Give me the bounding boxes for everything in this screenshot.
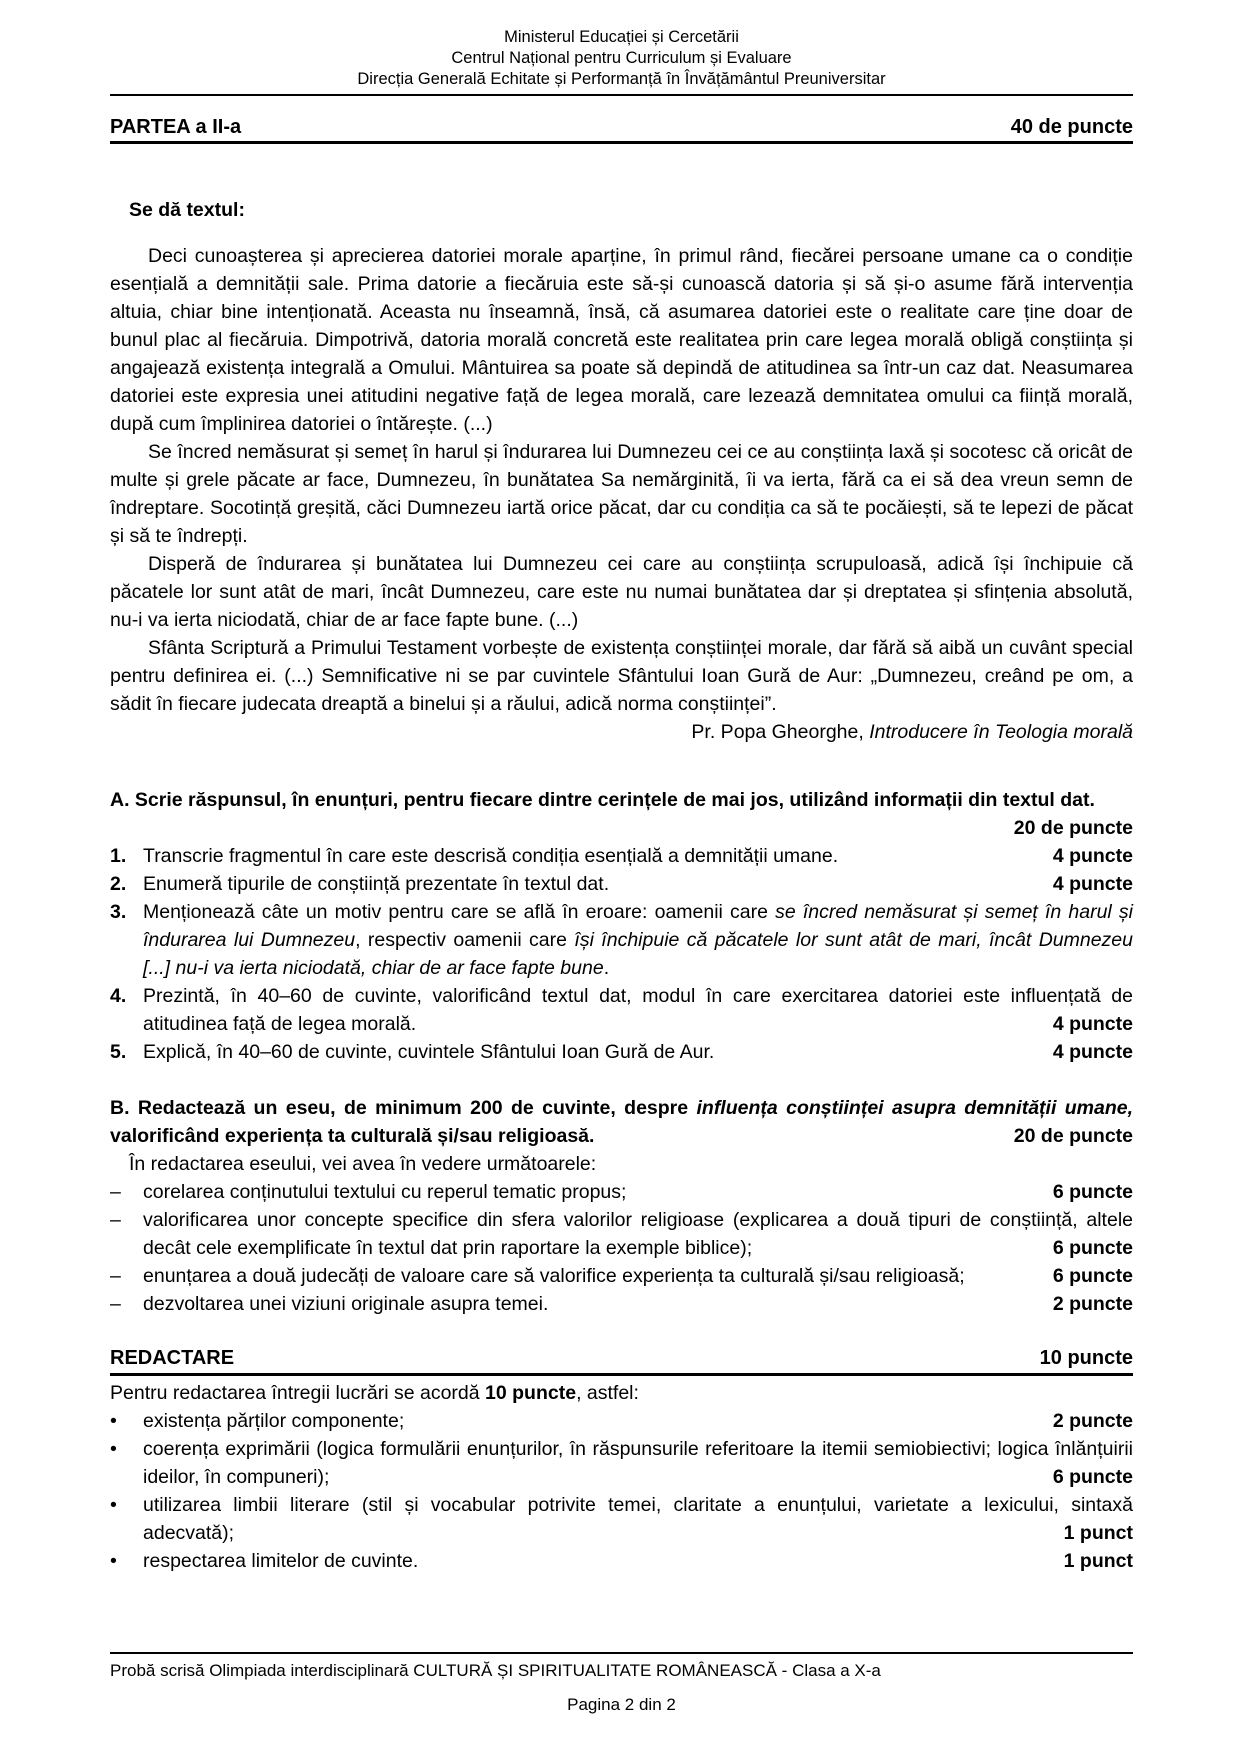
- criterion-item-4-dash: –: [110, 1293, 121, 1315]
- section-a-heading: [110, 786, 1133, 842]
- task-item-1-number: 1.: [110, 845, 127, 867]
- part-title-row: [110, 115, 1133, 144]
- section-b-intro: În redactarea eseului, vei avea în vedere următoarele:: [129, 1153, 597, 1175]
- task-item-1-points: 4 puncte: [1052, 845, 1133, 867]
- redactare-item-2-text: coerența exprimării (logica formulării enunțurilor, în răspunsurile referitoare la itemii semiobiectivi; logica înlănțuirii ideilor, în compuneri);: [143, 1438, 1133, 1488]
- section-a-points: 20 de puncte: [1013, 817, 1133, 839]
- header-line-direction: Direcția Generală Echitate și Performanță în Învățământul Preuniversitar: [357, 70, 886, 88]
- section-b-points: 20 de puncte: [1013, 1125, 1133, 1147]
- footer-page-number: Pagina 2 din 2: [567, 1695, 676, 1714]
- part-points: 40 de puncte: [1010, 116, 1133, 138]
- task-item-2-text: Enumeră tipurile de conștiință prezentate în textul dat.: [143, 873, 610, 895]
- criterion-item-2-text: valorificarea unor concepte specifice din sfera valorilor religioase (explicarea a două tipuri de conștiință, altele decât cele exemplificate în textul dat prin raportare la exemple biblice);: [143, 1209, 1133, 1259]
- task-item-4-points: 4 puncte: [1052, 1013, 1133, 1035]
- text-attribution: [110, 718, 1133, 746]
- criterion-item-1-text: corelarea conținutului textului cu reperul tematic propus;: [143, 1181, 627, 1203]
- redactare-item-3-text: utilizarea limbii literare (stil și vocabular potrivite temei, claritate a enunțului, varietate a lexicului, sintaxă adecvată);: [143, 1494, 1133, 1544]
- redactare-title-row: [110, 1346, 1133, 1376]
- section-a-heading-text: A. Scrie răspunsul, în enunțuri, pentru fiecare dintre cerințele de mai jos, utilizând informații din textul dat.: [110, 789, 1095, 811]
- source-paragraph-3: Disperă de îndurarea și bunătatea lui Dumnezeu cei care au conștiința scrupuloasă, adică își închipuie că păcatele lor sunt atât de mari, încât Dumnezeu, care este nu numai bunătatea dar și dreptatea și sfințenia absolută, nu-i va ierta niciodată, chiar de ar face fapte bune. (...): [110, 553, 1133, 631]
- task-item-5-points: 4 puncte: [1052, 1041, 1133, 1063]
- criterion-item-2-dash: –: [110, 1209, 121, 1231]
- redactare-item-4-bullet: •: [110, 1550, 117, 1572]
- criterion-item-4-points: 2 puncte: [1052, 1293, 1133, 1315]
- redactare-item-1-text: existența părților componente;: [143, 1410, 405, 1432]
- redactare-item-2: [110, 1435, 1133, 1491]
- task-item-2-number: 2.: [110, 873, 127, 895]
- task-item-4: [110, 982, 1133, 1038]
- criterion-item-3: [110, 1262, 1133, 1290]
- section-b-heading: [110, 1094, 1133, 1150]
- source-paragraph-1: Deci cunoașterea și aprecierea datoriei morale aparține, în primul rând, fiecărei persoane umane ca o condiție esențială a demnității sale. Prima datorie a fiecăruia este să-și cunoască datoria și să și-o asume fără intervenția altuia, chiar bine intenționată. Aceasta nu înseamnă, însă, că asumarea datoriei este o realitate care ține doar de bunul plac al fiecăruia. Dimpotrivă, datoria morală concretă este realitatea prin care legea morală obligă conștiința și angajează existența integrală a Omului. Mântuirea sa poate să depindă de atitudinea sa într-un caz dat. Neasumarea datoriei este expresia unei atitudini negative față de legea morală, care lezează demnitatea omului ca ființă morală, după cum împlinirea datoriei o întărește. (...): [110, 245, 1133, 435]
- redactare-intro-text: Pentru redactarea întregii lucrări se acordă 10 puncte, astfel:: [110, 1382, 639, 1404]
- section-b-heading-text: B. Redactează un eseu, de minimum 200 de cuvinte, despre influența conștiinței asupra demnității umane, valorificând experiența ta culturală și/sau religioasă.: [110, 1097, 1133, 1147]
- header-line-ministry: Ministerul Educației și Cercetării: [504, 28, 739, 46]
- section-a-task-list: [110, 842, 1133, 1066]
- task-item-3-number: 3.: [110, 901, 127, 923]
- redactare-item-4-points: 1 punct: [1063, 1550, 1133, 1572]
- task-item-5-number: 5.: [110, 1041, 127, 1063]
- task-item-1: [110, 842, 1133, 870]
- text-intro-label: Se dă textul:: [129, 199, 245, 221]
- header-line-center: Centrul Național pentru Curriculum și Evaluare: [451, 49, 792, 67]
- redactare-points: 10 puncte: [1039, 1347, 1133, 1369]
- criterion-item-1-dash: –: [110, 1181, 121, 1203]
- redactare-item-3: [110, 1491, 1133, 1547]
- task-item-5: [110, 1038, 1133, 1066]
- attribution-author: Pr. Popa Gheorghe,: [691, 721, 870, 743]
- criterion-item-2: [110, 1206, 1133, 1262]
- redactare-criteria-list: [110, 1407, 1133, 1575]
- redactare-item-1-points: 2 puncte: [1052, 1410, 1133, 1432]
- source-paragraph-2: Se încred nemăsurat și semeț în harul și îndurarea lui Dumnezeu cei ce au conștiința laxă și socotesc că oricât de multe și grele păcate ar face, Dumnezeu, în bunătatea Sa nemărginită, îi va ierta, fără ca ei să dea vreun semn de îndreptare. Socotință greșită, căci Dumnezeu iartă orice păcat, dar cu condiția ca să te pocăiești, să te lepezi de păcat și să te îndrepți.: [110, 441, 1133, 547]
- task-item-2-points: 4 puncte: [1052, 873, 1133, 895]
- source-text-block: [110, 242, 1133, 746]
- page-content: [110, 0, 1133, 1575]
- section-b-criteria-list: [110, 1178, 1133, 1318]
- redactare-item-2-bullet: •: [110, 1438, 117, 1460]
- criterion-item-4: [110, 1290, 1133, 1318]
- redactare-item-3-bullet: •: [110, 1494, 117, 1516]
- criterion-item-3-dash: –: [110, 1265, 121, 1287]
- task-item-3-text: Menționează câte un motiv pentru care se află în eroare: oamenii care se încred nemăsurat și semeț în harul și îndurarea lui Dumnezeu, respectiv oamenii care își închipuie că păcatele lor sunt atât de mari, încât Dumnezeu [...] nu-i va ierta niciodată, chiar de ar face fapte bune.: [143, 901, 1133, 979]
- task-item-4-number: 4.: [110, 985, 127, 1007]
- redactare-item-1: [110, 1407, 1133, 1435]
- redactare-item-2-points: 6 puncte: [1052, 1466, 1133, 1488]
- redactare-title: REDACTARE: [110, 1347, 235, 1369]
- criterion-item-1-points: 6 puncte: [1052, 1181, 1133, 1203]
- page-footer: [110, 1652, 1133, 1716]
- redactare-item-3-points: 1 punct: [1063, 1522, 1133, 1544]
- task-item-5-text: Explică, în 40–60 de cuvinte, cuvintele Sfântului Ioan Gură de Aur.: [143, 1041, 715, 1063]
- task-item-1-text: Transcrie fragmentul în care este descrisă condiția esențială a demnității umane.: [143, 845, 839, 867]
- redactare-intro: [110, 1379, 1133, 1407]
- criterion-item-3-points: 6 puncte: [1052, 1265, 1133, 1287]
- section-b: [110, 1094, 1133, 1318]
- redactare-item-4-text: respectarea limitelor de cuvinte.: [143, 1550, 419, 1572]
- criterion-item-3-text: enunțarea a două judecăți de valoare care să valorifice experiența ta culturală și/sau religioasă;: [143, 1265, 965, 1287]
- task-item-2: [110, 870, 1133, 898]
- criterion-item-4-text: dezvoltarea unei viziuni originale asupra temei.: [143, 1293, 549, 1315]
- footer-exam-info: Probă scrisă Olimpiada interdisciplinară CULTURĂ ȘI SPIRITUALITATE ROMÂNEASCĂ - Clasa a X-a: [110, 1661, 881, 1680]
- task-item-4-text: Prezintă, în 40–60 de cuvinte, valorificând textul dat, modul în care exercitarea datoriei este influențată de atitudinea față de legea morală.: [143, 985, 1133, 1035]
- ministry-header: [110, 0, 1133, 96]
- criterion-item-2-points: 6 puncte: [1052, 1237, 1133, 1259]
- criterion-item-1: [110, 1178, 1133, 1206]
- redactare-item-1-bullet: •: [110, 1410, 117, 1432]
- attribution-work-title: Introducere în Teologia morală: [869, 721, 1133, 743]
- part-title: PARTEA a II-a: [110, 116, 242, 138]
- redactare-item-4: [110, 1547, 1133, 1575]
- task-item-3: [110, 898, 1133, 982]
- source-paragraph-4: Sfânta Scriptură a Primului Testament vorbește de existența conștiinței morale, dar fără să aibă un cuvânt special pentru definirea ei. (...) Semnificative ni se par cuvintele Sfântului Ioan Gură de Aur: „Dumnezeu, creând pe om, a sădit în fiecare judecata dreaptă a binelui și a răului, adică norma conștiinței”.: [110, 637, 1133, 715]
